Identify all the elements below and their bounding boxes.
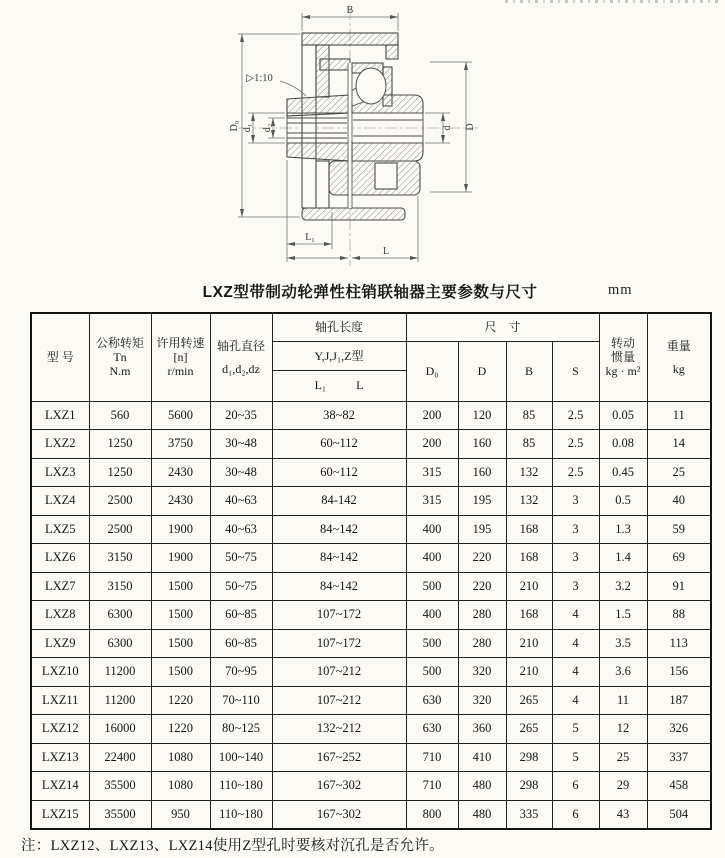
value-cell: 43 — [599, 800, 647, 829]
value-cell: 22400 — [89, 743, 151, 772]
model-cell: LXZ5 — [31, 515, 89, 544]
value-cell: 0.08 — [599, 430, 647, 459]
table-body — [31, 401, 711, 829]
value-cell: 11200 — [89, 658, 151, 687]
value-cell: 500 — [406, 629, 458, 658]
value-cell: 2500 — [89, 487, 151, 516]
value-cell: 3150 — [89, 544, 151, 573]
value-cell: 458 — [647, 772, 711, 801]
bore-type-header-label: Y,J,J₁,Z型 — [314, 348, 364, 363]
value-cell: 70~95 — [210, 658, 272, 687]
col-header-speed — [151, 313, 210, 401]
col-header-bore-diameter — [210, 313, 272, 401]
col-header-d0 — [406, 341, 458, 401]
dimension-arrows — [240, 15, 468, 260]
value-cell: 40~63 — [210, 487, 272, 516]
model-cell: LXZ15 — [31, 800, 89, 829]
taper-annotation: ▷1:10 — [246, 73, 273, 84]
value-cell: 1500 — [151, 601, 210, 630]
value-cell: 950 — [151, 800, 210, 829]
d0-header-label: D₀ — [425, 364, 439, 378]
value-cell: 6300 — [89, 601, 151, 630]
value-cell: 210 — [506, 658, 552, 687]
value-cell: 84~142 — [272, 544, 406, 573]
value-cell: 100~140 — [210, 743, 272, 772]
model-cell: LXZ9 — [31, 629, 89, 658]
value-cell: 200 — [406, 401, 458, 430]
value-cell: 85 — [506, 430, 552, 459]
value-cell: 132 — [506, 487, 552, 516]
table-row — [31, 487, 711, 516]
dim-label-d2: d₂ — [262, 123, 273, 133]
value-cell: 110~180 — [210, 772, 272, 801]
section-geometry — [287, 33, 423, 220]
value-cell: 16000 — [89, 715, 151, 744]
col-header-model — [31, 313, 89, 401]
value-cell: 480 — [458, 800, 506, 829]
value-cell: 85 — [506, 401, 552, 430]
value-cell: 298 — [506, 743, 552, 772]
value-cell: 1500 — [151, 629, 210, 658]
table-row — [31, 743, 711, 772]
value-cell: 337 — [647, 743, 711, 772]
table-row — [31, 715, 711, 744]
value-cell: 69 — [647, 544, 711, 573]
value-cell: 107~212 — [272, 658, 406, 687]
table-row — [31, 658, 711, 687]
value-cell: 400 — [406, 515, 458, 544]
value-cell: 120 — [458, 401, 506, 430]
model-cell: LXZ8 — [31, 601, 89, 630]
value-cell: 504 — [647, 800, 711, 829]
value-cell: 400 — [406, 601, 458, 630]
value-cell: 0.05 — [599, 401, 647, 430]
value-cell: 4 — [552, 601, 599, 630]
unit-label: mm — [608, 282, 633, 298]
value-cell: 91 — [647, 572, 711, 601]
value-cell: 3.2 — [599, 572, 647, 601]
value-cell: 30~48 — [210, 430, 272, 459]
dim-label-d: d — [442, 125, 453, 131]
value-cell: 1900 — [151, 515, 210, 544]
value-cell: 12 — [599, 715, 647, 744]
value-cell: 1250 — [89, 430, 151, 459]
value-cell: 2.5 — [552, 401, 599, 430]
table-row — [31, 629, 711, 658]
col-header-weight — [647, 313, 711, 401]
value-cell: 200 — [406, 430, 458, 459]
torque-header-line2: N.m — [109, 364, 131, 379]
value-cell: 265 — [506, 715, 552, 744]
value-cell: 60~112 — [272, 458, 406, 487]
model-cell: LXZ2 — [31, 430, 89, 459]
value-cell: 60~112 — [272, 430, 406, 459]
value-cell: 220 — [458, 572, 506, 601]
value-cell: 6 — [552, 772, 599, 801]
weight-header-line2: kg — [672, 361, 685, 376]
value-cell: 168 — [506, 515, 552, 544]
value-cell: 2430 — [151, 487, 210, 516]
value-cell: 3.6 — [599, 658, 647, 687]
value-cell: 4 — [552, 658, 599, 687]
col-header-bore-type — [272, 341, 406, 370]
value-cell: 168 — [506, 601, 552, 630]
value-cell: 5 — [552, 743, 599, 772]
value-cell: 30~48 — [210, 458, 272, 487]
value-cell: 0.5 — [599, 487, 647, 516]
col-header-torque — [89, 313, 151, 401]
col-header-l1-l — [272, 370, 406, 401]
model-cell: LXZ6 — [31, 544, 89, 573]
value-cell: 132~212 — [272, 715, 406, 744]
value-cell: 1080 — [151, 772, 210, 801]
value-cell: 800 — [406, 800, 458, 829]
table-row — [31, 772, 711, 801]
value-cell: 187 — [647, 686, 711, 715]
model-cell: LXZ12 — [31, 715, 89, 744]
value-cell: 1.5 — [599, 601, 647, 630]
value-cell: 3150 — [89, 572, 151, 601]
value-cell: 132 — [506, 458, 552, 487]
value-cell: 3 — [552, 572, 599, 601]
speed-header-line3: r/min — [167, 364, 194, 379]
value-cell: 3750 — [151, 430, 210, 459]
table-row — [31, 686, 711, 715]
value-cell: 50~75 — [210, 544, 272, 573]
model-cell: LXZ10 — [31, 658, 89, 687]
bore-length-header-label: 轴孔长度 — [314, 320, 363, 335]
value-cell: 168 — [506, 544, 552, 573]
value-cell: 1.4 — [599, 544, 647, 573]
dim-label-b: B — [346, 5, 354, 16]
value-cell: 710 — [406, 743, 458, 772]
value-cell: 500 — [406, 572, 458, 601]
value-cell: 265 — [506, 686, 552, 715]
l-header-label: L — [356, 378, 364, 393]
value-cell: 20~35 — [210, 401, 272, 430]
value-cell: 38~82 — [272, 401, 406, 430]
value-cell: 1500 — [151, 572, 210, 601]
value-cell: 1.3 — [599, 515, 647, 544]
value-cell: 84~142 — [272, 572, 406, 601]
value-cell: 5600 — [151, 401, 210, 430]
dim-label-l1: L₁ — [305, 232, 315, 243]
weight-header-line1: 重量 — [666, 338, 691, 353]
table-row — [31, 572, 711, 601]
value-cell: 80~125 — [210, 715, 272, 744]
table-row — [31, 800, 711, 829]
value-cell: 3 — [552, 515, 599, 544]
value-cell: 560 — [89, 401, 151, 430]
inertia-header-line1: 转动 — [611, 336, 636, 351]
value-cell: 84~142 — [272, 515, 406, 544]
dim-label-l: L — [382, 246, 390, 257]
model-header-label: 型 号 — [46, 350, 74, 365]
value-cell: 315 — [406, 458, 458, 487]
value-cell: 1250 — [89, 458, 151, 487]
value-cell: 500 — [406, 658, 458, 687]
col-header-inertia — [599, 313, 647, 401]
value-cell: 160 — [458, 430, 506, 459]
bore-dia-header-line1: 轴孔直径 — [216, 338, 265, 353]
col-header-dd — [458, 341, 506, 401]
value-cell: 11200 — [89, 686, 151, 715]
value-cell: 167~302 — [272, 772, 406, 801]
value-cell: 210 — [506, 572, 552, 601]
dim-label-d1: d₁ — [242, 123, 253, 133]
value-cell: 2500 — [89, 515, 151, 544]
value-cell: 0.45 — [599, 458, 647, 487]
value-cell: 280 — [458, 601, 506, 630]
inertia-header-line2: 惯量 — [611, 350, 636, 365]
value-cell: 107~212 — [272, 686, 406, 715]
value-cell: 630 — [406, 686, 458, 715]
value-cell: 11 — [599, 686, 647, 715]
value-cell: 220 — [458, 544, 506, 573]
speed-header-line1: 许用转速 — [156, 336, 205, 351]
value-cell: 410 — [458, 743, 506, 772]
value-cell: 113 — [647, 629, 711, 658]
value-cell: 315 — [406, 487, 458, 516]
table-row — [31, 458, 711, 487]
dim-label-d0: D₀ — [229, 120, 240, 132]
value-cell: 298 — [506, 772, 552, 801]
value-cell: 6 — [552, 800, 599, 829]
value-cell: 156 — [647, 658, 711, 687]
value-cell: 110~180 — [210, 800, 272, 829]
value-cell: 25 — [599, 743, 647, 772]
value-cell: 710 — [406, 772, 458, 801]
value-cell: 320 — [458, 658, 506, 687]
b-header-label: B — [524, 364, 533, 378]
value-cell: 40 — [647, 487, 711, 516]
table-row — [31, 601, 711, 630]
table-row — [31, 515, 711, 544]
value-cell: 1900 — [151, 544, 210, 573]
value-cell: 29 — [599, 772, 647, 801]
value-cell: 40~63 — [210, 515, 272, 544]
value-cell: 195 — [458, 487, 506, 516]
value-cell: 280 — [458, 629, 506, 658]
value-cell: 88 — [647, 601, 711, 630]
value-cell: 630 — [406, 715, 458, 744]
coupling-section-drawing — [0, 0, 725, 272]
value-cell: 2.5 — [552, 458, 599, 487]
table-row — [31, 544, 711, 573]
value-cell: 4 — [552, 686, 599, 715]
value-cell: 167~252 — [272, 743, 406, 772]
value-cell: 14 — [647, 430, 711, 459]
inertia-header-line3: kg · m² — [605, 364, 641, 379]
parameters-table — [30, 312, 712, 830]
value-cell: 1220 — [151, 715, 210, 744]
model-cell: LXZ11 — [31, 686, 89, 715]
value-cell: 50~75 — [210, 572, 272, 601]
value-cell: 210 — [506, 629, 552, 658]
value-cell: 360 — [458, 715, 506, 744]
value-cell: 3 — [552, 487, 599, 516]
value-cell: 320 — [458, 686, 506, 715]
value-cell: 107~172 — [272, 601, 406, 630]
table-row — [31, 430, 711, 459]
dim-label-dd: D — [465, 123, 476, 131]
col-header-b — [506, 341, 552, 401]
value-cell: 1080 — [151, 743, 210, 772]
value-cell: 6300 — [89, 629, 151, 658]
d-header-label: D — [477, 364, 487, 378]
value-cell: 2430 — [151, 458, 210, 487]
value-cell: 1500 — [151, 658, 210, 687]
bore-dia-header-line2: d₁,d₂,dz — [222, 361, 260, 376]
value-cell: 59 — [647, 515, 711, 544]
value-cell: 335 — [506, 800, 552, 829]
l1-header-label: L₁ — [314, 378, 327, 393]
value-cell: 3 — [552, 544, 599, 573]
value-cell: 5 — [552, 715, 599, 744]
value-cell: 167~302 — [272, 800, 406, 829]
footnote: 注：LXZ12、LXZ13、LXZ14使用Z型孔时要核对沉孔是否允许。 — [21, 838, 444, 854]
value-cell: 480 — [458, 772, 506, 801]
value-cell: 400 — [406, 544, 458, 573]
value-cell: 2.5 — [552, 430, 599, 459]
model-cell: LXZ13 — [31, 743, 89, 772]
s-header-label: S — [572, 364, 579, 378]
value-cell: 70~110 — [210, 686, 272, 715]
model-cell: LXZ3 — [31, 458, 89, 487]
table-title: LXZ型带制动轮弹性柱销联轴器主要参数与尺寸 — [202, 284, 538, 301]
value-cell: 84-142 — [272, 487, 406, 516]
value-cell: 1220 — [151, 686, 210, 715]
col-header-dimensions — [406, 313, 599, 341]
value-cell: 25 — [647, 458, 711, 487]
col-header-s — [552, 341, 599, 401]
value-cell: 11 — [647, 401, 711, 430]
value-cell: 60~85 — [210, 601, 272, 630]
table-row — [31, 401, 711, 430]
model-cell: LXZ7 — [31, 572, 89, 601]
dimensions-header-label: 尺 寸 — [484, 320, 521, 335]
title-row — [30, 280, 710, 302]
value-cell: 195 — [458, 515, 506, 544]
value-cell: 107~172 — [272, 629, 406, 658]
model-cell: LXZ4 — [31, 487, 89, 516]
value-cell: 4 — [552, 629, 599, 658]
torque-header-line1: 公称转矩Tn — [95, 336, 144, 365]
value-cell: 160 — [458, 458, 506, 487]
col-header-bore-length — [272, 313, 406, 341]
value-cell: 326 — [647, 715, 711, 744]
value-cell: 35500 — [89, 772, 151, 801]
value-cell: 35500 — [89, 800, 151, 829]
model-cell: LXZ14 — [31, 772, 89, 801]
speed-header-line2: [n] — [173, 350, 188, 365]
model-cell: LXZ1 — [31, 401, 89, 430]
value-cell: 3.5 — [599, 629, 647, 658]
value-cell: 60~85 — [210, 629, 272, 658]
